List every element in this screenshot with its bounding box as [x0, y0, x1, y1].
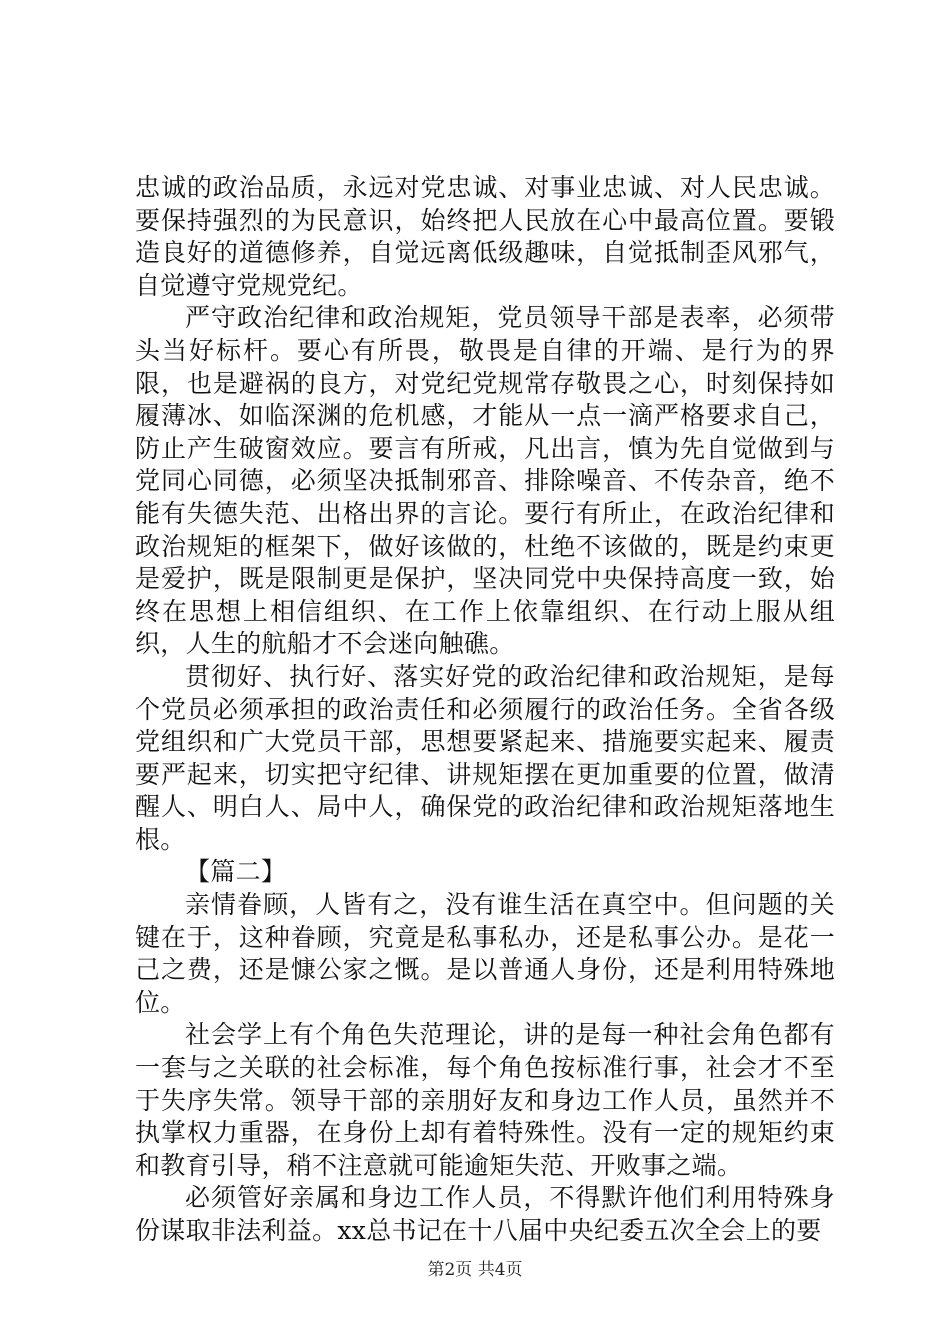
section-heading: 【篇二】: [185, 857, 287, 887]
paragraph-discipline: 严守政治纪律和政治规矩，党员领导干部是表率，必须带头当好标杆。要心有所畏，敬畏是自律的开端、是行为的界限，也是避祸的良方，对党纪党规常存敬畏之心，时刻保持如履薄冰、如临深渊的危机感，才能从一点一滴严格要求自己，防止产生破窗效应。要言有所戒，凡出言，慎为先自觉做到与党同心同德，必须坚决抵制邪音、排除噪音、不传杂音，绝不能有失德失范、出格出界的言论。要行有所止，在政治纪律和政治规矩的框架下，做好该做的，杜绝不该做的，既是约束更是爱护，既是限制更是保护，坚决同党中央保持高度一致，始终在思想上相信组织、在工作上依靠组织、在行动上服从组织，人生的航船才不会迷向触礁。: [135, 303, 835, 659]
document-body: [135, 172, 835, 1248]
paragraph-continuation: 忠诚的政治品质，永远对党忠诚、对事业忠诚、对人民忠诚。要保持强烈的为民意识，始终把人民放在心中最高位置。要锻造良好的道德修养，自觉远离低级趣味，自觉抵制歪风邪气，自觉遵守党规党纪。: [135, 173, 835, 300]
paragraph-manage-relatives: 必须管好亲属和身边工作人员，不得默许他们利用特殊身份谋取非法利益。xx总书记在十八届中央纪委五次全会上的要: [135, 1183, 835, 1245]
paragraph-kinship: 亲情眷顾，人皆有之，没有谁生活在真空中。但问题的关键在于，这种眷顾，究竟是私事私办，还是私事公办。是花一己之费，还是慷公家之慨。是以普通人身份，还是利用特殊地位。: [135, 890, 835, 1017]
page-footer: 第2页 共4页: [427, 1260, 523, 1280]
paragraph-role-theory: 社会学上有个角色失范理论，讲的是每一种社会角色都有一套与之关联的社会标准，每个角色按标准行事，社会才不至于失序失常。领导干部的亲朋好友和身边工作人员，虽然并不执掌权力重器，在身份上却有着特殊性。没有一定的规矩约束和教育引导，稍不注意就可能逾矩失范、开败事之端。: [135, 1020, 835, 1180]
paragraph-responsibility: 贯彻好、执行好、落实好党的政治纪律和政治规矩，是每个党员必须承担的政治责任和必须履行的政治任务。全省各级党组织和广大党员干部，思想要紧起来、措施要实起来、履责要严起来，切实把守纪律、讲规矩摆在更加重要的位置，做清醒人、明白人、局中人，确保党的政治纪律和政治规矩落地生根。: [135, 661, 835, 854]
